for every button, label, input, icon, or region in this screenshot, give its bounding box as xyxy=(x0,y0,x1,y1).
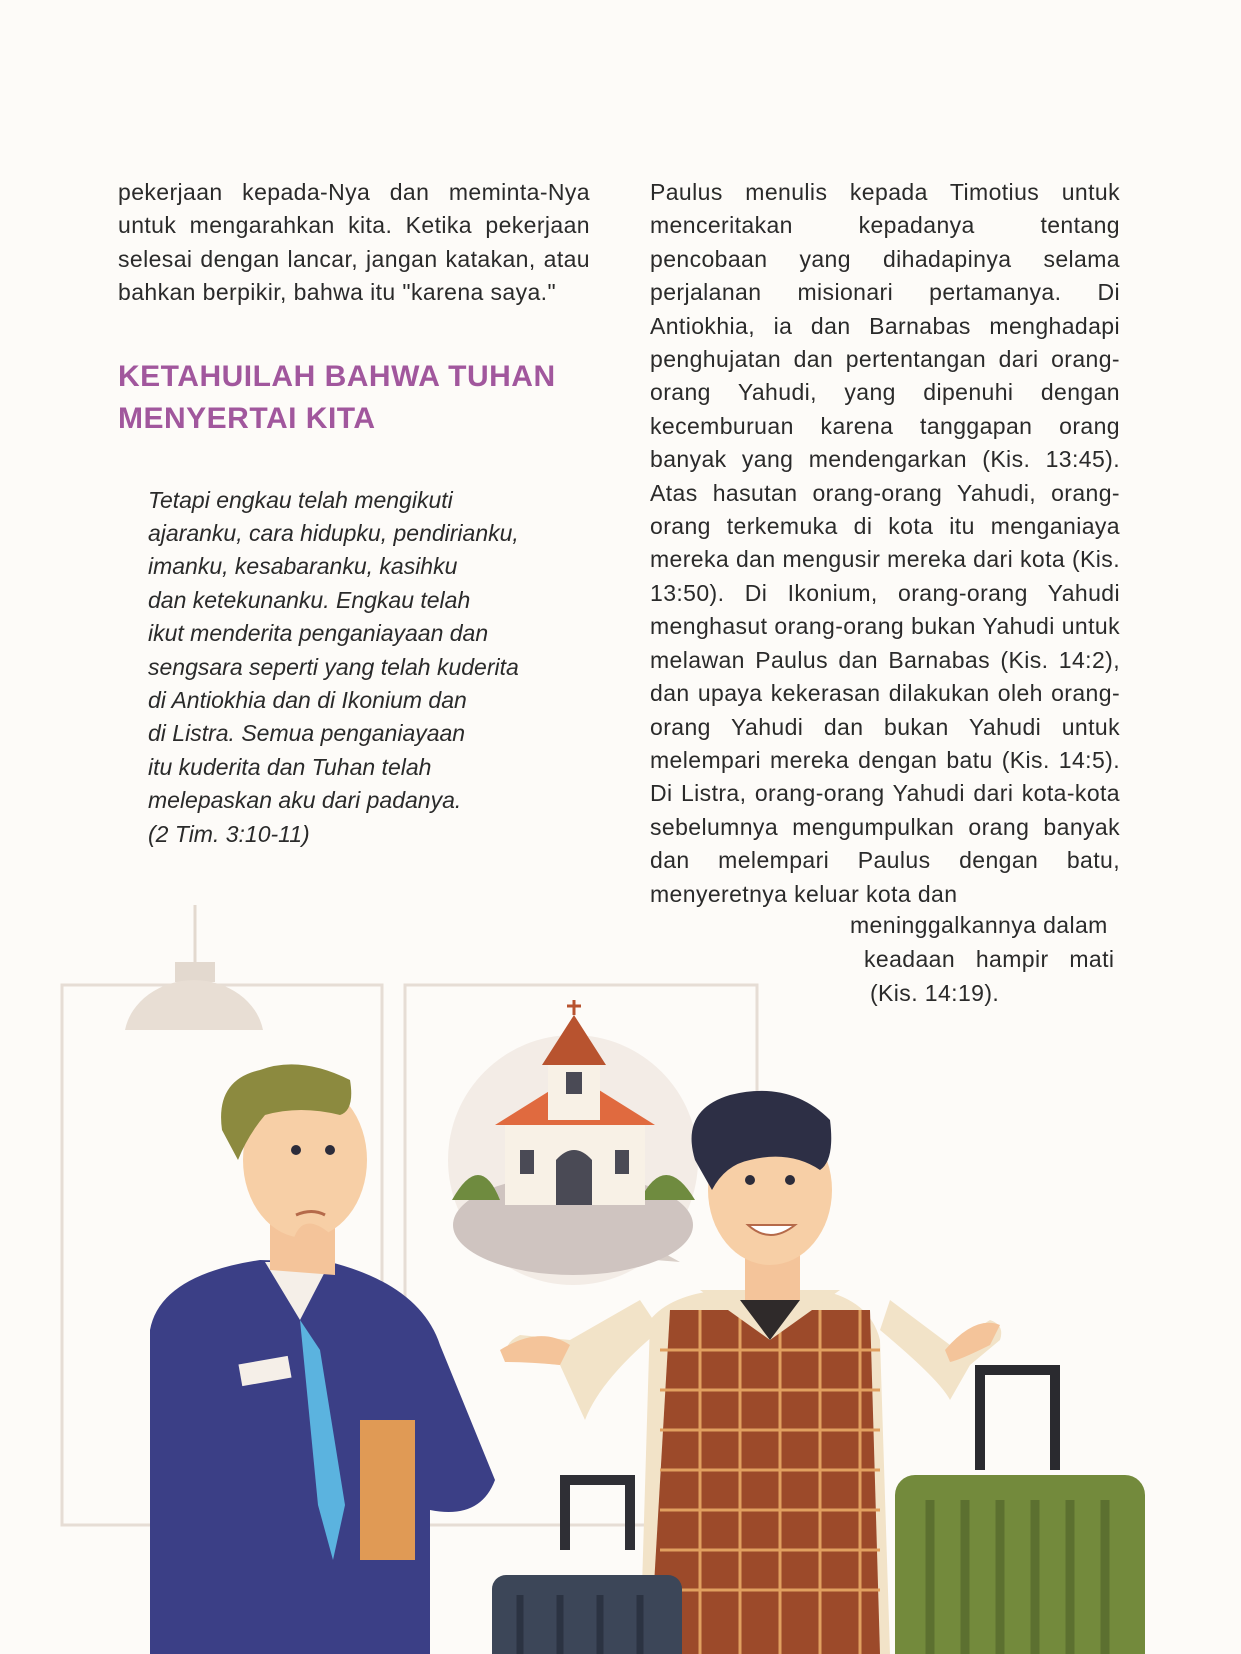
quote-reference: (2 Tim. 3:10-11) xyxy=(148,820,310,847)
green-suitcase-icon xyxy=(895,1370,1145,1654)
quote-line: imanku, kesabaranku, kasihku xyxy=(148,553,458,580)
church-thought-bubble-icon xyxy=(448,1000,698,1285)
scripture-quote xyxy=(148,484,568,851)
hanging-lamp-icon xyxy=(125,905,263,1030)
quote-line: melepaskan aku dari padanya. xyxy=(148,787,462,814)
section-heading: KETAHUILAH BAHWA TUHAN MENYERTAI KITA xyxy=(118,359,556,435)
quote-line: di Antiokhia dan di Ikonium dan xyxy=(148,687,467,714)
paragraph-tail-line: meninggalkannya dalam xyxy=(850,912,1108,938)
paragraph-tail-line: keadaan hampir mati xyxy=(864,946,1115,972)
quote-line: ajaranku, cara hidupku, pendirianku, xyxy=(148,520,519,547)
quote-line: di Listra. Semua penganiayaan xyxy=(148,720,466,747)
quote-line: dan ketekunanku. Engkau telah xyxy=(148,586,471,613)
quote-line: itu kuderita dan Tuhan telah xyxy=(148,753,432,780)
right-column xyxy=(650,176,1120,911)
intro-paragraph: pekerjaan kepada-Nya dan meminta-Nya untuk mengarahkan kita. Ketika pekerjaan selesai dengan lancar, jangan katakan, atau bahkan berpikir, bahwa itu "karena saya." xyxy=(118,179,590,306)
quote-line: ikut menderita penganiayaan dan xyxy=(148,620,489,647)
listening-man-figure xyxy=(150,1064,495,1654)
left-column xyxy=(118,176,590,851)
quote-line: Tetapi engkau telah mengikuti xyxy=(148,486,453,513)
paragraph-tail-line: (Kis. 14:19). xyxy=(870,980,1000,1006)
illustration-two-men-talking xyxy=(0,895,1241,1654)
body-paragraph: Paulus menulis kepada Timotius untuk menceritakan kepadanya tentang pencobaan yang dihadapinya selama perjalanan misionari pertamanya. Di Antiokhia, ia dan Barnabas menghadapi penghujatan dan pertentangan dari orang-orang Yahudi, yang dipenuhi dengan kecemburuan karena tanggapan orang banyak yang mendengarkan (Kis. 13:45). Atas hasutan orang-orang Yahudi, orang-orang terkemuka di kota itu menganiaya mereka dan mengusir mereka dari kota (Kis. 13:50). Di Ikonium, orang-orang Yahudi menghasut orang-orang bukan Yahudi untuk melawan Paulus dan Barnabas (Kis. 14:2), dan upaya kekerasan dilakukan oleh orang-orang Yahudi dan bukan Yahudi untuk melempari mereka dengan batu (Kis. 14:5). Di Listra, orang-orang Yahudi dari kota-kota sebelumnya mengumpulkan orang banyak dan melempari Paulus dengan batu, menyeretnya keluar kota dan xyxy=(650,179,1120,907)
quote-line: sengsara seperti yang telah kuderita xyxy=(148,653,519,680)
